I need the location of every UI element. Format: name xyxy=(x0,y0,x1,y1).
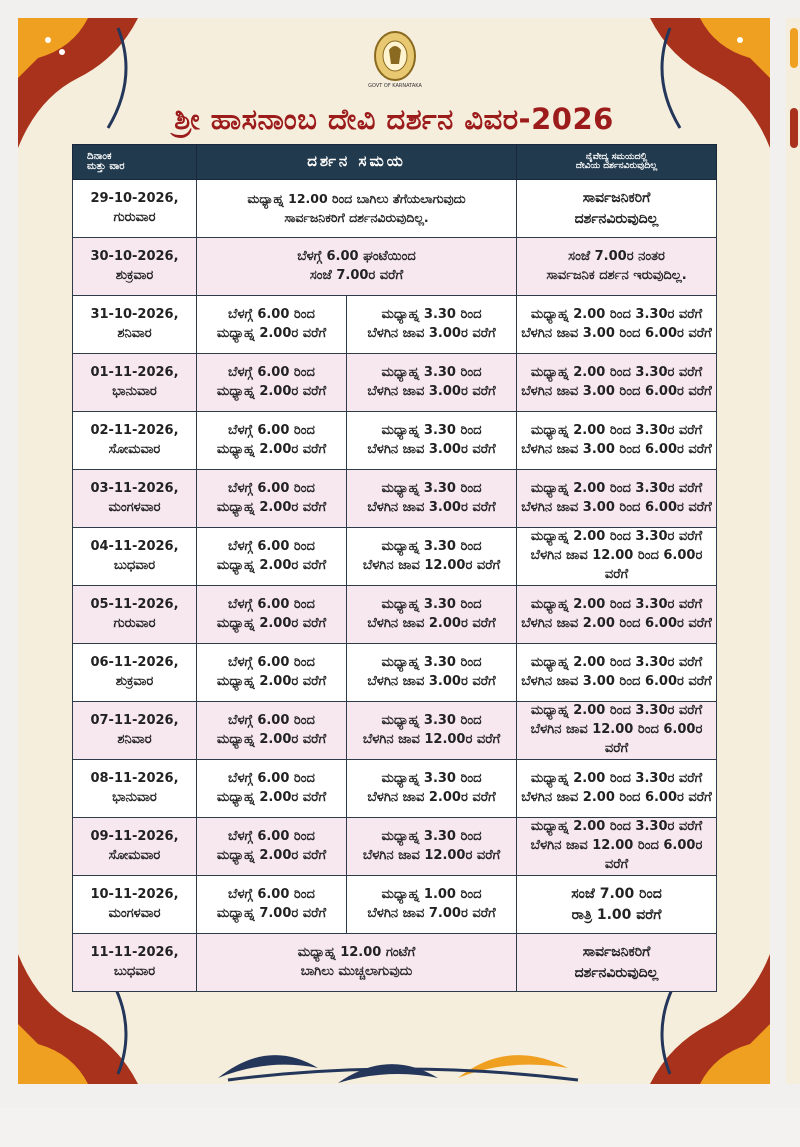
naivedya-cell xyxy=(517,296,717,354)
naivedya-line: ಮಧ್ಯಾಹ್ನ 2.00 ರಿಂದ 3.30ರ ವರೆಗೆ xyxy=(530,306,703,322)
date-cell xyxy=(73,470,197,528)
naivedya-line: ಬೆಳಗಿನ ಜಾವ 2.00 ರಿಂದ 6.00ರ ವರೆಗೆ xyxy=(521,615,712,631)
naivedya-cell xyxy=(517,180,717,238)
darshan-time-line: ಮಧ್ಯಾಹ್ನ 12.00 ಗಂಟೆಗೆ xyxy=(297,944,416,960)
darshan-slot-line: ಬೆಳಗ್ಗೆ 6.00 ರಿಂದ xyxy=(228,712,315,728)
date-text: 01-11-2026, xyxy=(90,364,179,380)
darshan-slot-2 xyxy=(347,818,517,876)
darshan-slot-line: ಮಧ್ಯಾಹ್ನ 2.00ರ ವರೆಗೆ xyxy=(216,847,327,863)
date-text: 05-11-2026, xyxy=(90,596,179,612)
naivedya-cell xyxy=(517,470,717,528)
page-title: ಶ್ರೀ ಹಾಸನಾಂಬ ದೇವಿ ದರ್ಶನ ವಿವರ-2026 xyxy=(174,102,614,136)
darshan-slot-line: ಮಧ್ಯಾಹ್ನ 2.00ರ ವರೆಗೆ xyxy=(216,383,327,399)
darshan-slot-line: ಬೆಳಗಿನ ಜಾವ 2.00ರ ವರೆಗೆ xyxy=(367,789,496,805)
naivedya-line: ದರ್ಶನವಿರುವುದಿಲ್ಲ xyxy=(574,964,659,981)
darshan-slot-1 xyxy=(197,760,347,818)
naivedya-line: ಮಧ್ಯಾಹ್ನ 2.00 ರಿಂದ 3.30ರ ವರೆಗೆ xyxy=(530,654,703,670)
darshan-slot-line: ಮಧ್ಯಾಹ್ನ 3.30 ರಿಂದ xyxy=(381,364,482,380)
date-cell xyxy=(73,760,197,818)
date-text: 09-11-2026, xyxy=(90,828,179,844)
darshan-slot-line: ಬೆಳಗಿನ ಜಾವ 12.00ರ ವರೆಗೆ xyxy=(362,847,501,863)
table-row xyxy=(73,876,717,934)
weekday-text: ಸೋಮವಾರ xyxy=(108,441,161,457)
darshan-time-line: ಸಾರ್ವಜನಿಕರಿಗೆ ದರ್ಶನವಿರುವುದಿಲ್ಲ. xyxy=(284,209,429,225)
darshan-time-cell xyxy=(197,238,517,296)
naivedya-line: ಬೆಳಗಿನ ಜಾವ 3.00 ರಿಂದ 6.00ರ ವರೆಗೆ xyxy=(521,499,712,515)
naivedya-cell xyxy=(517,760,717,818)
darshan-slot-line: ಬೆಳಗಿನ ಜಾವ 3.00ರ ವರೆಗೆ xyxy=(367,673,496,689)
table-row xyxy=(73,354,717,412)
darshan-slot-line: ಬೆಳಗ್ಗೆ 6.00 ರಿಂದ xyxy=(228,596,315,612)
darshan-time-line: ಸಂಜೆ 7.00ರ ವರೆಗೆ xyxy=(309,267,404,283)
naivedya-line: ದರ್ಶನವಿರುವುದಿಲ್ಲ xyxy=(574,210,659,227)
darshan-slot-line: ಬೆಳಗಿನ ಜಾವ 3.00ರ ವರೆಗೆ xyxy=(367,499,496,515)
darshan-slot-line: ಬೆಳಗಿನ ಜಾವ 12.00ರ ವರೆಗೆ xyxy=(362,731,501,747)
naivedya-line: ರಾತ್ರಿ 1.00 ವರೆಗೆ xyxy=(571,906,662,923)
naivedya-cell xyxy=(517,238,717,296)
darshan-slot-line: ಮಧ್ಯಾಹ್ನ 2.00ರ ವರೆಗೆ xyxy=(216,615,327,631)
table-row xyxy=(73,470,717,528)
table-row xyxy=(73,644,717,702)
darshan-slot-line: ಬೆಳಗ್ಗೆ 6.00 ರಿಂದ xyxy=(228,480,315,496)
weekday-text: ಬುಧವಾರ xyxy=(113,557,156,573)
emblem-icon xyxy=(368,28,422,90)
darshan-slot-line: ಮಧ್ಯಾಹ್ನ 3.30 ರಿಂದ xyxy=(381,712,482,728)
naivedya-line: ಮಧ್ಯಾಹ್ನ 2.00 ರಿಂದ 3.30ರ ವರೆಗೆ xyxy=(530,529,703,545)
naivedya-line: ಮಧ್ಯಾಹ್ನ 2.00 ರಿಂದ 3.30ರ ವರೆಗೆ xyxy=(530,422,703,438)
darshan-slot-line: ಮಧ್ಯಾಹ್ನ 2.00ರ ವರೆಗೆ xyxy=(216,731,327,747)
darshan-slot-line: ಬೆಳಗ್ಗೆ 6.00 ರಿಂದ xyxy=(228,770,315,786)
darshan-slot-line: ಮಧ್ಯಾಹ್ನ 3.30 ರಿಂದ xyxy=(381,480,482,496)
naivedya-line: ಬೆಳಗಿನ ಜಾವ 12.00 ರಿಂದ 6.00ರ ವರೆಗೆ xyxy=(530,838,703,872)
darshan-slot-line: ಮಧ್ಯಾಹ್ನ 3.30 ರಿಂದ xyxy=(381,596,482,612)
naivedya-cell xyxy=(517,644,717,702)
date-cell xyxy=(73,644,197,702)
table-row xyxy=(73,702,717,760)
darshan-slot-2 xyxy=(347,876,517,934)
naivedya-line: ಬೆಳಗಿನ ಜಾವ 3.00 ರಿಂದ 6.00ರ ವರೆಗೆ xyxy=(521,441,712,457)
date-text: 08-11-2026, xyxy=(90,770,179,786)
darshan-slot-line: ಬೆಳಗ್ಗೆ 6.00 ರಿಂದ xyxy=(228,828,315,844)
date-text: 02-11-2026, xyxy=(90,422,179,438)
darshan-slot-1 xyxy=(197,586,347,644)
naivedya-cell xyxy=(517,702,717,760)
naivedya-line: ಮಧ್ಯಾಹ್ನ 2.00 ರಿಂದ 3.30ರ ವರೆಗೆ xyxy=(530,703,703,719)
poster xyxy=(18,18,770,1084)
date-cell xyxy=(73,586,197,644)
darshan-slot-2 xyxy=(347,470,517,528)
weekday-text: ಶನಿವಾರ xyxy=(117,325,152,341)
date-cell xyxy=(73,934,197,992)
darshan-slot-line: ಮಧ್ಯಾಹ್ನ 3.30 ರಿಂದ xyxy=(381,828,482,844)
table-row xyxy=(73,412,717,470)
darshan-slot-line: ಬೆಳಗ್ಗೆ 6.00 ರಿಂದ xyxy=(228,886,315,902)
darshan-slot-line: ಬೆಳಗ್ಗೆ 6.00 ರಿಂದ xyxy=(228,364,315,380)
date-text: 10-11-2026, xyxy=(90,886,179,902)
date-cell xyxy=(73,180,197,238)
darshan-slot-1 xyxy=(197,354,347,412)
darshan-slot-line: ಮಧ್ಯಾಹ್ನ 2.00ರ ವರೆಗೆ xyxy=(216,441,327,457)
date-cell xyxy=(73,702,197,760)
darshan-slot-line: ಮಧ್ಯಾಹ್ನ 7.00ರ ವರೆಗೆ xyxy=(216,905,327,921)
naivedya-line: ಸಂಜೆ 7.00ರ ನಂತರ xyxy=(568,248,665,264)
table-header-row xyxy=(73,145,717,180)
darshan-slot-line: ಮಧ್ಯಾಹ್ನ 3.30 ರಿಂದ xyxy=(381,654,482,670)
naivedya-line: ಮಧ್ಯಾಹ್ನ 2.00 ರಿಂದ 3.30ರ ವರೆಗೆ xyxy=(530,480,703,496)
darshan-slot-line: ಮಧ್ಯಾಹ್ನ 3.30 ರಿಂದ xyxy=(381,422,482,438)
naivedya-line: ಬೆಳಗಿನ ಜಾವ 2.00 ರಿಂದ 6.00ರ ವರೆಗೆ xyxy=(521,789,712,805)
weekday-text: ಮಂಗಳವಾರ xyxy=(108,499,161,515)
darshan-slot-2 xyxy=(347,760,517,818)
darshan-slot-line: ಬೆಳಗಿನ ಜಾವ 3.00ರ ವರೆಗೆ xyxy=(367,383,496,399)
naivedya-line: ಸಾರ್ವಜನಿಕರಿಗೆ xyxy=(582,944,651,961)
darshan-slot-line: ಮಧ್ಯಾಹ್ನ 1.00 ರಿಂದ xyxy=(381,886,482,902)
naivedya-cell xyxy=(517,354,717,412)
naivedya-line: ಸಾರ್ವಜನಿಕ ದರ್ಶನ ಇರುವುದಿಲ್ಲ. xyxy=(546,267,687,283)
date-cell xyxy=(73,354,197,412)
table-row xyxy=(73,586,717,644)
adjacent-page-edge xyxy=(786,18,800,1084)
darshan-slot-1 xyxy=(197,296,347,354)
darshan-slot-1 xyxy=(197,412,347,470)
naivedya-line: ಬೆಳಗಿನ ಜಾವ 12.00 ರಿಂದ 6.00ರ ವರೆಗೆ xyxy=(530,548,703,582)
darshan-time-line: ಬೆಳಗ್ಗೆ 6.00 ಘಂಟೆಯಿಂದ xyxy=(297,248,416,264)
darshan-slot-line: ಮಧ್ಯಾಹ್ನ 2.00ರ ವರೆಗೆ xyxy=(216,789,327,805)
darshan-slot-line: ಮಧ್ಯಾಹ್ನ 2.00ರ ವರೆಗೆ xyxy=(216,499,327,515)
table-row xyxy=(73,934,717,992)
darshan-slot-line: ಬೆಳಗಿನ ಜಾವ 12.00ರ ವರೆಗೆ xyxy=(362,557,501,573)
darshan-slot-line: ಮಧ್ಯಾಹ್ನ 3.30 ರಿಂದ xyxy=(381,306,482,322)
schedule-table xyxy=(72,144,717,992)
weekday-text: ಭಾನುವಾರ xyxy=(112,383,157,399)
darshan-slot-line: ಬೆಳಗ್ಗೆ 6.00 ರಿಂದ xyxy=(228,538,315,554)
date-cell xyxy=(73,876,197,934)
footer-band xyxy=(0,1108,800,1147)
darshan-slot-line: ಬೆಳಗಿನ ಜಾವ 2.00ರ ವರೆಗೆ xyxy=(367,615,496,631)
date-text: 07-11-2026, xyxy=(90,712,179,728)
naivedya-line: ಸಂಜೆ 7.00 ರಿಂದ xyxy=(571,886,662,903)
date-text: 30-10-2026, xyxy=(90,248,179,264)
darshan-slot-line: ಮಧ್ಯಾಹ್ನ 2.00ರ ವರೆಗೆ xyxy=(216,673,327,689)
darshan-slot-line: ಮಧ್ಯಾಹ್ನ 2.00ರ ವರೆಗೆ xyxy=(216,557,327,573)
date-text: 06-11-2026, xyxy=(90,654,179,670)
darshan-slot-2 xyxy=(347,412,517,470)
darshan-slot-1 xyxy=(197,644,347,702)
darshan-slot-line: ಬೆಳಗಿನ ಜಾವ 3.00ರ ವರೆಗೆ xyxy=(367,325,496,341)
darshan-slot-line: ಬೆಳಗಿನ ಜಾವ 3.00ರ ವರೆಗೆ xyxy=(367,441,496,457)
table-row xyxy=(73,238,717,296)
date-cell xyxy=(73,818,197,876)
weekday-text: ಗುರುವಾರ xyxy=(113,209,156,225)
darshan-slot-1 xyxy=(197,470,347,528)
weekday-text: ಬುಧವಾರ xyxy=(113,963,156,979)
weekday-text: ಗುರುವಾರ xyxy=(113,615,156,631)
darshan-slot-1 xyxy=(197,818,347,876)
weekday-text: ಸೋಮವಾರ xyxy=(108,847,161,863)
table-row xyxy=(73,296,717,354)
naivedya-cell xyxy=(517,412,717,470)
weekday-text: ಮಂಗಳವಾರ xyxy=(108,905,161,921)
darshan-slot-line: ಬೆಳಗ್ಗೆ 6.00 ರಿಂದ xyxy=(228,654,315,670)
naivedya-cell xyxy=(517,934,717,992)
leaf-ornament xyxy=(208,1038,588,1088)
naivedya-line: ಬೆಳಗಿನ ಜಾವ 3.00 ರಿಂದ 6.00ರ ವರೆಗೆ xyxy=(521,673,712,689)
date-text: 03-11-2026, xyxy=(90,480,179,496)
table-row xyxy=(73,760,717,818)
naivedya-cell xyxy=(517,586,717,644)
naivedya-line: ಮಧ್ಯಾಹ್ನ 2.00 ರಿಂದ 3.30ರ ವರೆಗೆ xyxy=(530,819,703,835)
darshan-slot-line: ಮಧ್ಯಾಹ್ನ 3.30 ರಿಂದ xyxy=(381,538,482,554)
naivedya-cell xyxy=(517,876,717,934)
darshan-time-line: ಬಾಗಿಲು ಮುಚ್ಚಲಾಗುವುದು xyxy=(300,963,413,979)
header-darshan-time: ದರ್ಶನ ಸಮಯ xyxy=(197,145,517,180)
date-cell xyxy=(73,238,197,296)
darshan-slot-1 xyxy=(197,528,347,586)
darshan-slot-2 xyxy=(347,354,517,412)
darshan-slot-2 xyxy=(347,296,517,354)
darshan-time-line: ಮಧ್ಯಾಹ್ನ 12.00 ರಿಂದ ಬಾಗಿಲು ತೆಗೆಯಲಾಗುವುದು xyxy=(247,191,466,207)
weekday-text: ಶುಕ್ರವಾರ xyxy=(115,673,154,689)
date-text: 04-11-2026, xyxy=(90,538,179,554)
darshan-slot-2 xyxy=(347,586,517,644)
darshan-slot-line: ಬೆಳಗಿನ ಜಾವ 7.00ರ ವರೆಗೆ xyxy=(367,905,496,921)
weekday-text: ಭಾನುವಾರ xyxy=(112,789,157,805)
naivedya-cell xyxy=(517,818,717,876)
date-text: 11-11-2026, xyxy=(90,944,179,960)
darshan-slot-2 xyxy=(347,528,517,586)
naivedya-line: ಬೆಳಗಿನ ಜಾವ 3.00 ರಿಂದ 6.00ರ ವರೆಗೆ xyxy=(521,325,712,341)
naivedya-line: ಬೆಳಗಿನ ಜಾವ 12.00 ರಿಂದ 6.00ರ ವರೆಗೆ xyxy=(530,722,703,756)
darshan-slot-1 xyxy=(197,876,347,934)
date-text: 31-10-2026, xyxy=(90,306,179,322)
table-row xyxy=(73,528,717,586)
table-row xyxy=(73,180,717,238)
darshan-slot-1 xyxy=(197,702,347,760)
naivedya-line: ಮಧ್ಯಾಹ್ನ 2.00 ರಿಂದ 3.30ರ ವರೆಗೆ xyxy=(530,596,703,612)
darshan-slot-line: ಮಧ್ಯಾಹ್ನ 3.30 ರಿಂದ xyxy=(381,770,482,786)
weekday-text: ಶುಕ್ರವಾರ xyxy=(115,267,154,283)
weekday-text: ಶನಿವಾರ xyxy=(117,731,152,747)
darshan-slot-line: ಮಧ್ಯಾಹ್ನ 2.00ರ ವರೆಗೆ xyxy=(216,325,327,341)
darshan-slot-line: ಬೆಳಗ್ಗೆ 6.00 ರಿಂದ xyxy=(228,422,315,438)
darshan-slot-2 xyxy=(347,702,517,760)
header-naivedya: ನೈವೇದ್ಯ ಸಮಯದಲ್ಲಿ ದೇವಿಯ ದರ್ಶನವಿರುವುದಿಲ್ಲ xyxy=(517,145,717,180)
date-cell xyxy=(73,528,197,586)
naivedya-line: ಮಧ್ಯಾಹ್ನ 2.00 ರಿಂದ 3.30ರ ವರೆಗೆ xyxy=(530,770,703,786)
darshan-slot-line: ಬೆಳಗ್ಗೆ 6.00 ರಿಂದ xyxy=(228,306,315,322)
darshan-slot-2 xyxy=(347,644,517,702)
naivedya-line: ಬೆಳಗಿನ ಜಾವ 3.00 ರಿಂದ 6.00ರ ವರೆಗೆ xyxy=(521,383,712,399)
naivedya-cell xyxy=(517,528,717,586)
table-row xyxy=(73,818,717,876)
naivedya-line: ಸಾರ್ವಜನಿಕರಿಗೆ xyxy=(582,190,651,207)
darshan-time-cell xyxy=(197,180,517,238)
emblem-caption: GOVT OF KARNATAKA xyxy=(368,83,422,89)
naivedya-line: ಮಧ್ಯಾಹ್ನ 2.00 ರಿಂದ 3.30ರ ವರೆಗೆ xyxy=(530,364,703,380)
darshan-time-cell xyxy=(197,934,517,992)
date-cell xyxy=(73,296,197,354)
date-text: 29-10-2026, xyxy=(90,190,179,206)
date-cell xyxy=(73,412,197,470)
header-date: ದಿನಾಂಕ ಮತ್ತು ವಾರ xyxy=(73,145,197,180)
